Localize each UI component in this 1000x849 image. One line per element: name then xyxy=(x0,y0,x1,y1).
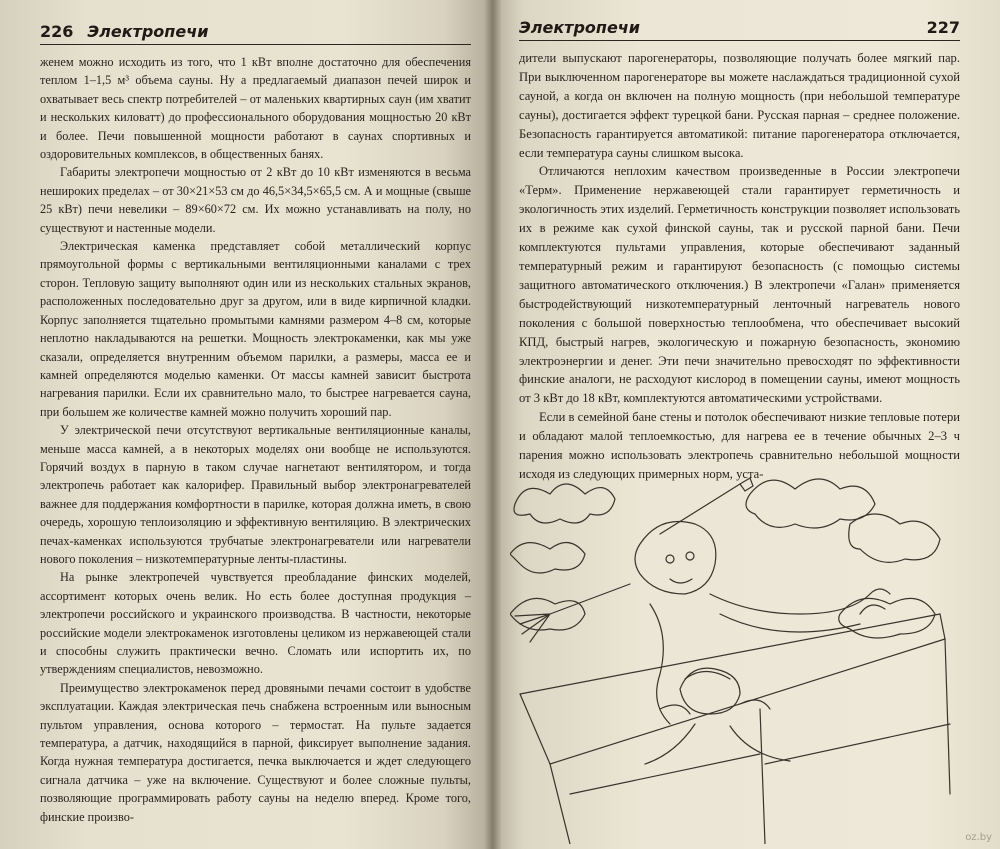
right-page-header xyxy=(519,18,960,41)
left-page xyxy=(0,0,493,849)
left-page-body xyxy=(40,53,471,826)
paragraph: Преимущество электрокаменок перед дровяными печами состоит в удобстве эксплуатации. Каждая электрическая печь снабжена встроенным или выносным пультом управления, основа которого – термостат. На пульте задается температура, а датчик, находящийся в парной, фиксирует выполнение задания. Когда нужная температура достигается, печка выключается и ждет следующего сигнала датчика – уже на включение. Существуют и более сложные пульты, позволяющие программировать работу сауны на неделю вперед. Кроме того, финские произво- xyxy=(40,680,471,824)
right-page-body xyxy=(519,49,960,484)
paragraph: У электрической печи отсутствуют вертикальные вентиляционные каналы, меньше масса камней, а в некоторых моделях они вообще не используются. Горячий воздух в парную в таком случае нагнетают вентилятором, и тогда электропечь работает как калорифер. Правильный выбор электронагревателей важнее для поддержания комфортности в парилке, которая должна иметь, в свою очередь, хорошую теплоизоляцию и эффективную вентиляцию. В электрических печах-каменках используются трубчатые электронагреватели или нагреватели нового поколения – низкотемпературные ленты-пластины. xyxy=(40,423,471,566)
paragraph: дители выпускают парогенераторы, позволяющие получать более мягкий пар. При выключенном парогенераторе вы можете наслаждаться традиционной сухой сауной, а когда он включен на полную мощность (при небольшой температуре сауны), достигается эффект турецкой бани. Русская парная – среднее положение. Безопасность гарантируется автоматикой: питание парогенератора отключается, если температура сауны слишком высока. xyxy=(519,51,960,160)
paragraph: Отличаются неплохим качеством произведенные в России электропечи «Терм». Применение нержавеющей стали гарантирует герметичность и экологичность этих изделий. Герметичность конструкции позволяет использовать их в режиме как сухой финской сауны, так и русской парной бани. Печи комплектуются пультами управления, которые обеспечивают заданный температурный режим и гарантируют безопасность (с помощью системы защитного автоматического отключения.) В электропечи «Галан» применяется быстродействующий низкотемпературный ленточный нагреватель нового поколения с большой поверхностью теплообмена, что обеспечивает высокий КПД, быстрый нагрев, экологическую и пожарную безопасность, экономию электроэнергии и денег. Эти печи значительно превосходят по эффективности финские аналоги, не расходуют кислород в помещении сауны, имеют мощность от 3 кВт до 18 кВт, комплектуются автоматическими устройствами. xyxy=(519,164,960,406)
watermark-text: oz.by xyxy=(965,832,992,843)
book-gutter xyxy=(484,0,502,849)
left-page-number: 226 xyxy=(40,22,74,41)
left-page-title: Электропечи xyxy=(87,22,209,41)
right-page-number: 227 xyxy=(926,18,960,37)
sauna-drawing xyxy=(510,464,960,844)
paragraph: Если в семейной бане стены и потолок обеспечивают низкие тепловые потери и обладают малой теплоемкостью, для нагрева ее в течение обычных 2–3 ч парения можно использовать электропечь сравнительно небольшой мощности исходя из следующих примерных норм, уста- xyxy=(519,410,960,481)
paragraph: Габариты электропечи мощностью от 2 кВт до 10 кВт изменяются в весьма нешироких пределах – от 30×21×53 см до 46,5×34,5×65,5 см. А и мощные (свыше 25 кВт) печи невелики – 89×60×72 см. Их можно устанавливать на полу, но существуют и настенные модели. xyxy=(40,165,471,235)
sauna-illustration xyxy=(510,464,960,844)
left-page-header xyxy=(40,22,471,45)
paragraph: женем можно исходить из того, что 1 кВт вполне достаточно для обеспечения теплом 1–1,5 м³ объема сауны. Ну а предлагаемый диапазон печей широк и охватывает весь спектр потребителей – от маленьких квартирных саун (им хватит и нескольких киловатт) до профессионального оборудования мощностью 20 кВт и более. Печи повышенной мощности работают в саунах спортивных и оздоровительных комплексов, в общественных банях. xyxy=(40,55,471,162)
right-page-title: Электропечи xyxy=(519,18,640,37)
paragraph: Электрическая каменка представляет собой металлический корпус прямоугольной формы с вертикальными вентиляционными каналами с трех сторон. Тепловую защиту выполняют один или из нескольких стальных экранов, расположенных последовательно друг за другом, или в виде кирпичной кладки. Корпус заполняется тщательно промытыми камнями размером 4–8 см, которые неплотно накладываются на решетки. Мощность электрокаменки, как мы уже сказали, определяется внутренним объемом парилки, а размеры, масса ее и камней определяются моделью каменки. От массы камней зависит быстрота нагревания парилки. Если их сравнительно мало, то быстрее нагревается сауна, при большем же количестве камней можно получить хороший пар. xyxy=(40,239,471,419)
paragraph: На рынке электропечей чувствуется преобладание финских моделей, ассортимент которых очень велик. Но есть более доступная продукция – электропечи российского и украинского производства. В частности, некоторые российские модели электрокаменок изготовлены целиком из нержавеющей стали и способны служить практически вечно. Сломать или испортить их, по утверждениям специалистов, невозможно. xyxy=(40,570,471,677)
